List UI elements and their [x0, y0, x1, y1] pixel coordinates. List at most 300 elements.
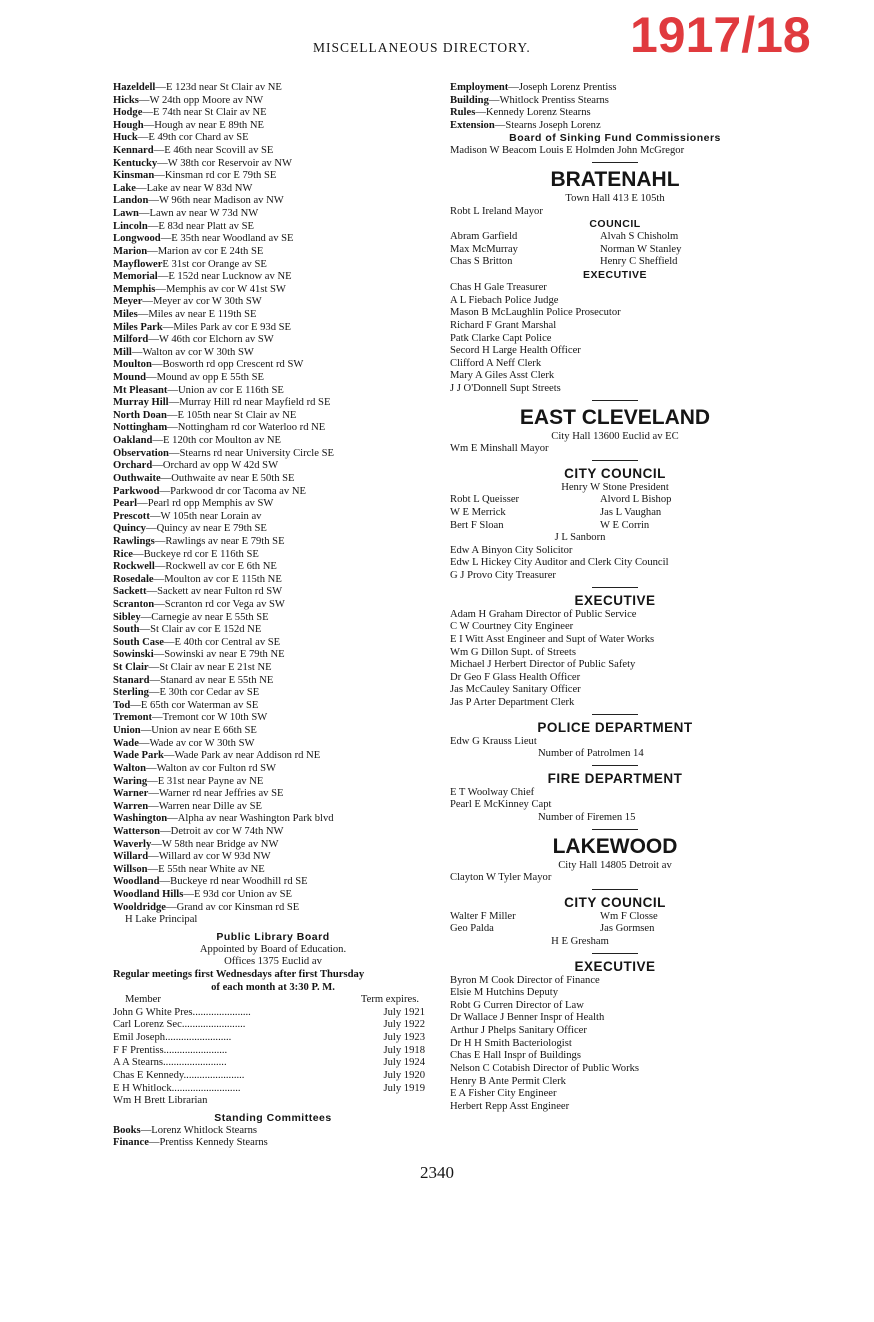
school-name: Willard [113, 851, 149, 863]
council-member-right: W E Corrin [600, 519, 650, 531]
school-name: Watterson [113, 825, 161, 837]
school-address: —Bosworth rd opp Crescent rd SW [151, 359, 304, 371]
council-row [450, 520, 710, 533]
member-dots: ........................ [163, 1044, 228, 1056]
school-entry [113, 637, 433, 650]
school-address: —Lawn av near W 73d NW [138, 208, 259, 220]
school-name: Willson [113, 863, 148, 875]
school-name: Wooldridge [113, 901, 166, 913]
school-entry [113, 183, 433, 196]
school-entry [113, 738, 433, 751]
school-name: Pearl [113, 498, 138, 510]
school-name: Kennard [113, 145, 154, 157]
school-entry [113, 271, 433, 284]
school-name: Rice [113, 548, 133, 560]
school-entry [113, 801, 433, 814]
school-name: Oakland [113, 435, 153, 447]
school-name: Sterling [113, 687, 149, 699]
executive-entry: Jas McCauley Sanitary Officer [450, 684, 581, 696]
east-cleveland-council-title: CITY COUNCIL [564, 465, 666, 481]
bratenahl-executive-list [450, 282, 780, 395]
committee-name: Building [450, 94, 489, 106]
east-cleveland-executive-list [450, 609, 780, 710]
council-member-left: Max McMurray [450, 243, 518, 255]
school-name: Huck [113, 132, 138, 144]
school-address: —E 93d cor Union av SE [183, 889, 292, 900]
bratenahl-council-title: COUNCIL [589, 218, 641, 231]
school-entry [113, 889, 433, 902]
school-address: —Wade av cor W 30th SW [138, 737, 255, 749]
school-name: Mayflower [113, 258, 163, 270]
school-entry [113, 473, 433, 486]
fire-entry: Pearl E McKinney Capt [450, 799, 552, 811]
member-dots: ......................... [165, 1032, 232, 1044]
executive-entry: Richard F Grant Marshal [450, 319, 557, 331]
school-entry [113, 725, 433, 738]
school-entry [113, 574, 433, 587]
school-name: Meyer [113, 296, 143, 308]
divider-rule [592, 953, 638, 954]
council-member-right: Alvord L Bishop [600, 494, 672, 506]
school-address: —Quincy av near E 79th SE [145, 523, 267, 535]
member-name-dots [113, 1007, 251, 1020]
school-entry [113, 486, 433, 499]
council-member-left: Geo Palda [450, 923, 494, 935]
school-address: —Miles av near E 119th SE [137, 308, 257, 320]
member-term: July 1921 [383, 1006, 425, 1018]
school-name: Landon [113, 195, 149, 207]
school-address: —Walton av cor Fulton rd SW [145, 762, 277, 774]
executive-entry: Dr Geo F Glass Health Officer [450, 671, 581, 683]
library-appointed: Appointed by Board of Education. [199, 943, 347, 955]
school-name: Waverly [113, 838, 152, 850]
school-address: —E 120th cor Moulton av NE [152, 435, 282, 447]
school-address: E 31st cor Orange av SE [162, 258, 267, 270]
member-dots: .......................... [171, 1082, 241, 1094]
school-address: —E 74th near St Clair av NE [142, 107, 267, 119]
member-name: Chas E Kennedy [113, 1069, 184, 1081]
committee-name: Books [113, 1124, 141, 1136]
member-row [113, 1019, 425, 1032]
school-address: —Stearns rd near University Circle SE [168, 447, 334, 459]
police-department-title: POLICE DEPARTMENT [537, 719, 693, 735]
divider-rule [592, 162, 638, 163]
school-address: —E 35th near Woodland av SE [160, 233, 294, 245]
fire-department-list [450, 787, 780, 812]
school-name: St Clair [113, 662, 149, 674]
school-address: —Kinsman rd cor E 79th SE [154, 170, 277, 182]
council-member-right: Henry C Sheffield [600, 256, 678, 268]
school-entry [113, 385, 433, 398]
executive-entry: Dr H H Smith Bacteriologist [450, 1037, 572, 1049]
school-address: —St Clair av cor E 152d NE [139, 624, 262, 636]
member-name-dots [113, 1057, 227, 1070]
police-lieut: Edw G Krauss Lieut [450, 735, 537, 747]
school-address: —W 24th opp Moore av NW [138, 94, 264, 106]
member-name: Carl Lorenz Sec [113, 1019, 182, 1031]
school-name: Stanard [113, 674, 150, 686]
school-address: —Rockwell av cor E 6th NE [154, 561, 277, 573]
school-name: Observation [113, 447, 169, 459]
school-name: Milford [113, 334, 149, 346]
executive-entry: Wm G Dillon Supt. of Streets [450, 646, 576, 658]
executive-entry: Henry B Ante Permit Clerk [450, 1075, 566, 1087]
executive-entry: E I Witt Asst Engineer and Supt of Water Works [450, 633, 655, 645]
school-address: —E 65th cor Waterman av SE [130, 699, 259, 711]
school-address: —E 123d near St Clair av NE [155, 82, 282, 93]
school-entry [113, 763, 433, 776]
school-entry [113, 536, 433, 549]
executive-entry: J J O'Donnell Supt Streets [450, 382, 561, 394]
school-entry [113, 750, 433, 763]
school-entry [113, 170, 433, 183]
school-name: Murray Hill [113, 397, 169, 409]
meetings-line-2: of each month at 3:30 P. M. [211, 981, 335, 993]
member-name-dots [113, 1045, 227, 1058]
school-address: —Stanard av near E 55th NE [149, 674, 274, 686]
member-name: F F Prentiss [113, 1044, 164, 1056]
divider-rule [592, 889, 638, 890]
member-dots: ........................ [163, 1057, 227, 1069]
member-name-dots [113, 1032, 231, 1045]
school-name: Longwood [113, 233, 161, 245]
officer-entry: Edw A Binyon City Solicitor [450, 544, 573, 556]
school-name: North Doan [113, 409, 167, 421]
school-address: —Sackett av near Fulton rd SW [146, 586, 283, 598]
school-entry [113, 776, 433, 789]
school-name: Moulton [113, 359, 152, 371]
committee-entry [450, 107, 780, 120]
police-count: Number of Patrolmen 14 [538, 748, 644, 760]
school-name: Miles Park [113, 321, 163, 333]
executive-entry: Nelson C Cotabish Director of Public Works [450, 1062, 640, 1074]
school-entry [113, 902, 433, 915]
divider-rule [592, 829, 638, 830]
school-entry [113, 599, 433, 612]
member-name: E H Whitlock [113, 1082, 172, 1094]
east-cleveland-title: EAST CLEVELAND [519, 405, 711, 429]
school-name: South [113, 624, 140, 636]
east-cleveland-hall: City Hall 13600 Euclid av EC [551, 430, 679, 442]
school-entry [113, 448, 433, 461]
council-member-right: Jas L Vaughan [600, 507, 662, 519]
school-name: Rawlings [113, 535, 155, 547]
school-entry [113, 410, 433, 423]
members-header [113, 994, 425, 1007]
school-address: —Detroit av cor W 74th NW [160, 825, 284, 837]
school-address: —Warren near Dille av SE [148, 800, 262, 812]
school-entry [113, 372, 433, 385]
school-name: Warner [113, 788, 149, 800]
school-name: Woodland [113, 876, 160, 888]
divider-rule [592, 587, 638, 588]
school-entry [113, 347, 433, 360]
school-entry [113, 624, 433, 637]
fire-count: Number of Firemen 15 [538, 811, 636, 823]
member-row [113, 1083, 425, 1096]
member-row [113, 1007, 425, 1020]
executive-entry: Herbert Repp Asst Engineer [450, 1100, 570, 1112]
lakewood-executive-list [450, 975, 780, 1114]
school-address: —Scranton rd cor Vega av SW [154, 598, 285, 610]
executive-entry: Dr Wallace J Benner Inspr of Health [450, 1012, 605, 1024]
school-entry [113, 195, 433, 208]
fire-entry: E T Woolway Chief [450, 786, 535, 798]
executive-entry: Jas P Arter Department Clerk [450, 696, 575, 708]
school-entry [113, 839, 433, 852]
school-name: Miles [113, 308, 138, 320]
members-list [113, 1007, 433, 1095]
bratenahl-mayor: Robt L Ireland Mayor [450, 205, 543, 217]
school-name: Mt Pleasant [113, 384, 168, 396]
school-address: —E 46th near Scovill av SE [153, 145, 274, 157]
bratenahl-hall: Town Hall 413 E 105th [565, 193, 665, 205]
school-entry [113, 435, 433, 448]
executive-entry: Secord H Large Health Officer [450, 345, 581, 357]
school-entry [113, 612, 433, 625]
school-name: Mill [113, 346, 132, 358]
east-cleveland-mayor: Wm E Minshall Mayor [450, 443, 549, 455]
school-address: —Buckeye rd near Woodhill rd SE [159, 876, 308, 888]
school-entry [113, 460, 433, 473]
council-row [450, 507, 710, 520]
officer-entry: G J Provo City Treasurer [450, 570, 556, 582]
school-address: —Sowinski av near E 79th NE [153, 649, 285, 661]
school-entry [113, 712, 433, 725]
school-name: Tod [113, 699, 131, 711]
school-name: Memphis [113, 283, 156, 295]
standing-committee-entry [113, 1137, 433, 1150]
committee-entry [450, 120, 780, 133]
council-row [450, 911, 710, 924]
members-col-term: Term expires. [360, 994, 419, 1006]
school-address: —Miles Park av cor E 93d SE [162, 321, 292, 333]
lakewood-mayor: Clayton W Tyler Mayor [450, 872, 552, 884]
council-member-right: Jas Gormsen [600, 923, 655, 935]
school-address: —Murray Hill rd near Mayfield rd SE [168, 397, 331, 409]
school-entry [113, 498, 433, 511]
committee-entry [450, 95, 780, 108]
school-entry [113, 309, 433, 322]
school-name: Sackett [113, 586, 147, 598]
school-entry [113, 662, 433, 675]
school-address: —E 105th near St Clair av NE [166, 409, 297, 421]
school-name: Walton [113, 762, 146, 774]
council-member-left: Walter F Miller [450, 910, 516, 922]
school-address: —Pearl rd opp Memphis av SW [137, 498, 274, 510]
school-name: Marion [113, 245, 148, 257]
school-list [113, 82, 433, 914]
divider-rule [592, 400, 638, 401]
school-name: Parkwood [113, 485, 160, 497]
school-address: —Buckeye rd cor E 116th SE [133, 548, 259, 560]
school-address: —Parkwood dr cor Tacoma av NE [159, 485, 306, 497]
member-term: July 1924 [383, 1057, 425, 1069]
school-entry [113, 296, 433, 309]
school-name: Kentucky [113, 157, 158, 169]
committee-members: —Joseph Lorenz Prentiss [508, 82, 617, 93]
committee-members: —Stearns Joseph Lorenz [494, 119, 601, 131]
member-row [113, 1070, 425, 1083]
school-entry [113, 876, 433, 889]
school-name: Waring [113, 775, 148, 787]
school-address: —Memphis av cor W 41st SW [155, 283, 286, 295]
member-term: July 1920 [383, 1069, 425, 1081]
school-name: Memorial [113, 271, 158, 283]
divider-rule [592, 765, 638, 766]
school-name: Scranton [113, 598, 155, 610]
school-address: —Tremont cor W 10th SW [152, 712, 268, 724]
school-entry [113, 788, 433, 801]
school-entry [113, 813, 433, 826]
school-entry [113, 826, 433, 839]
committee-name: Finance [113, 1137, 149, 1149]
school-name: Mound [113, 372, 146, 384]
lakewood-hall: City Hall 14805 Detroit av [558, 859, 672, 871]
school-entry [113, 586, 433, 599]
school-address: —Union av cor E 116th SE [167, 384, 284, 396]
school-name: Tremont [113, 712, 153, 724]
school-address: —E 40th cor Central av SE [163, 636, 281, 648]
school-name: Hicks [113, 94, 139, 106]
member-name: A A Stearns [113, 1057, 164, 1069]
east-cleveland-council-last: J L Sanborn [554, 532, 606, 544]
committee-members: —Prentiss Kennedy Stearns [148, 1137, 268, 1149]
east-cleveland-executive-title: EXECUTIVE [574, 592, 656, 608]
school-entry [113, 422, 433, 435]
school-name: Hazeldell [113, 82, 156, 93]
council-member-right: Alvah S Chisholm [600, 231, 679, 243]
standing-committee-entry [113, 1125, 433, 1138]
school-entry [113, 523, 433, 536]
school-address: —Meyer av cor W 30th SW [142, 296, 262, 308]
east-cleveland-president: Henry W Stone President [561, 481, 669, 493]
member-dots: ....................... [183, 1069, 245, 1081]
committee-entry [450, 82, 780, 95]
school-name: Nottingham [113, 422, 168, 434]
school-name: Woodland Hills [113, 889, 184, 900]
executive-entry: Mary A Giles Asst Clerk [450, 370, 555, 382]
council-row [450, 231, 710, 244]
school-name: Lake [113, 182, 136, 194]
school-address: —Carnegie av near E 55th SE [140, 611, 269, 623]
school-address: —E 83d near Platt av SE [147, 220, 254, 232]
school-name: Quincy [113, 523, 146, 535]
council-member-left: Abram Garfield [450, 231, 518, 243]
school-entry [113, 246, 433, 259]
council-member-right: Norman W Stanley [600, 243, 682, 255]
east-cleveland-officers-list [450, 545, 780, 583]
school-address: —Orchard av opp W 42d SW [152, 460, 279, 472]
member-name-dots [113, 1083, 241, 1096]
school-address: —Wade Park av near Addison rd NE [163, 750, 321, 762]
school-name: Rockwell [113, 561, 155, 573]
sinking-fund-title: Board of Sinking Fund Commissioners [509, 132, 721, 145]
divider-rule [592, 714, 638, 715]
executive-entry: Adam H Graham Director of Public Service [450, 608, 637, 620]
committee-members: —Whitlock Prentiss Stearns [488, 94, 609, 106]
school-address: —Nottingham rd cor Waterloo rd NE [167, 422, 326, 434]
lakewood-council-title: CITY COUNCIL [564, 894, 666, 910]
school-address: —Walton av cor W 30th SW [131, 346, 254, 358]
school-name: Lawn [113, 208, 139, 220]
school-name: Sibley [113, 611, 141, 623]
school-name: Prescott [113, 510, 150, 522]
school-entry [113, 259, 433, 272]
executive-entry: E A Fisher City Engineer [450, 1088, 557, 1100]
school-name: Washington [113, 813, 168, 825]
bratenahl-executive-title: EXECUTIVE [582, 269, 647, 282]
school-address: —W 58th near Bridge av NW [151, 838, 279, 850]
council-member-left: Chas S Britton [450, 256, 513, 268]
school-address: —Hough av near E 89th NE [143, 119, 264, 131]
school-address: —W 105th near Lorain av [149, 510, 262, 522]
officer-entry: Edw L Hickey City Auditor and Clerk City Council [450, 557, 669, 569]
council-row [450, 244, 710, 257]
school-entry [113, 864, 433, 877]
east-cleveland-council-list [450, 494, 780, 532]
right-committees-list [450, 82, 780, 132]
school-address: —St Clair av near E 21st NE [148, 662, 272, 674]
meetings-line-1: Regular meetings first Wednesdays after first Thursday [113, 969, 365, 981]
school-entry [113, 675, 433, 688]
school-name: Union [113, 725, 141, 737]
school-address: —Rawlings av near E 79th SE [154, 535, 285, 547]
school-entry [113, 95, 433, 108]
standing-committees-list [113, 1125, 433, 1150]
executive-entry: Byron M Cook Director of Finance [450, 974, 600, 986]
school-name: Outhwaite [113, 472, 161, 484]
lakewood-title: LAKEWOOD [552, 834, 678, 858]
school-address: —Mound av opp E 55th SE [145, 372, 264, 384]
member-term: July 1918 [383, 1044, 425, 1056]
school-entry [113, 82, 433, 95]
school-entry [113, 851, 433, 864]
school-address: —Willard av cor W 93d NW [148, 851, 271, 863]
library-offices: Offices 1375 Euclid av [224, 956, 322, 968]
committee-name: Employment [450, 82, 509, 93]
school-entry [113, 322, 433, 335]
school-address: —W 38th cor Reservoir av NW [157, 157, 292, 169]
school-name: Wade Park [113, 750, 164, 762]
member-term: July 1923 [383, 1032, 425, 1044]
school-entry [113, 120, 433, 133]
school-entry [113, 397, 433, 410]
divider-rule [592, 460, 638, 461]
committee-members: —Lorenz Whitlock Stearns [140, 1124, 257, 1136]
executive-entry: Elsie M Hutchins Deputy [450, 987, 558, 999]
school-entry [113, 561, 433, 574]
school-entry [113, 132, 433, 145]
member-name-dots [113, 1019, 245, 1032]
school-address: —Moulton av cor E 115th NE [153, 573, 282, 585]
school-address: —Union av near E 66th SE [140, 725, 257, 737]
lakewood-executive-title: EXECUTIVE [574, 958, 656, 974]
committee-name: Rules [450, 107, 476, 119]
executive-entry: C W Courtney City Engineer [450, 621, 574, 633]
school-name: South Case [113, 636, 164, 648]
council-member-left: Robt L Queisser [450, 494, 520, 506]
school-address: —Lake av near W 83d NW [135, 182, 253, 194]
school-entry [113, 700, 433, 713]
council-member-left: W E Merrick [450, 507, 506, 519]
lakewood-council-last: H E Gresham [551, 936, 609, 948]
member-term: July 1922 [383, 1019, 425, 1031]
bratenahl-council-list [450, 231, 780, 269]
librarian-line: Wm H Brett Librarian [113, 1095, 208, 1107]
executive-entry: Mason B McLaughlin Police Prosecutor [450, 307, 621, 319]
school-name: Rosedale [113, 573, 154, 585]
